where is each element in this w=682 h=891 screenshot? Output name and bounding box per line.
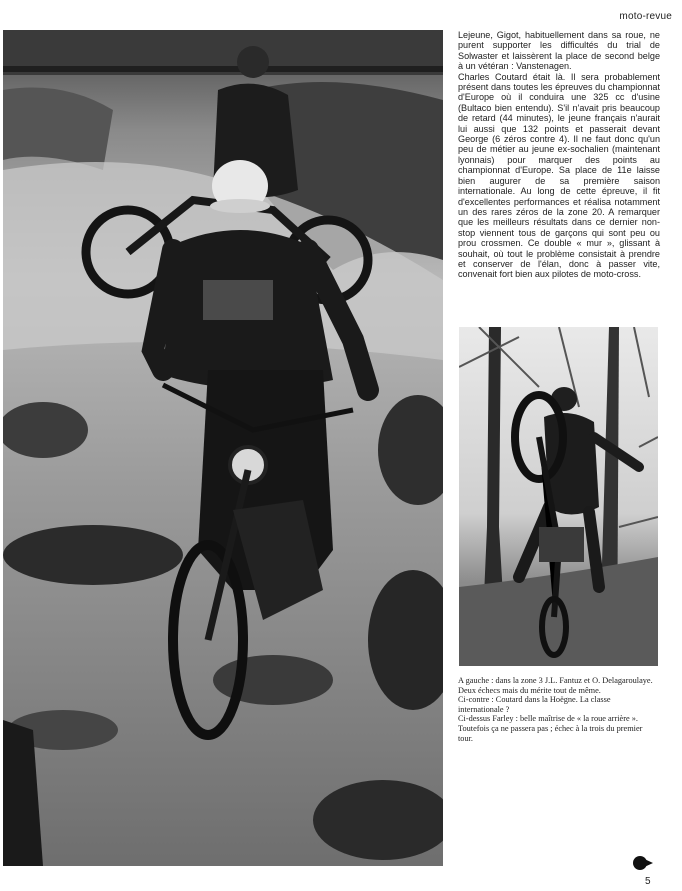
article-paragraph: Lejeune, Gigot, habituellement dans sa roue, ne purent supporter les difficultés du trial de Solwaster et laissèrent la place de second belge à un vétéran : Vanstenagen.	[458, 30, 660, 72]
caption-farley: Ci-dessus Farley : belle maîtrise de « la roue arrière ». Toutefois ça ne passera pas ; échec à la trois du premier tour.	[458, 714, 643, 743]
photo-rider-wheelie	[459, 327, 658, 666]
page-number: 5	[645, 876, 651, 887]
article-paragraph: Charles Coutard était là. Il sera probablement présent dans toutes les épreuves du championnat d'Europe où il conduira une 325 cc d'usine (Bultaco bien entendu). S'il n'avait pris beaucoup de retard (44 minutes), le jeune français n'aurait lui aussi que 132 points et passerait devant George (6 zéros contre 4). Il ne faut donc qu'un peu de métier au jeune ex-sochalien (maintenant lyonnais) pour marquer des points au championnat d'Europe. Sa place de 11e laisse bien augurer de sa première saison internationale. Au long de cette épreuve, il fit d'excellentes performances et réalisa notamment un des rares zéros de la zone 20. A remarquer que les meilleurs résultats dans ce dernier non-stop viennent tous de garçons qui sont peu ou prou crossmen. Ce double « mur », glissant à souhait, où tout le problème consistait à prendre et conserver de l'élan, donc à passer vite, convenait fort bien aux pilotes de moto-cross.	[458, 71, 660, 280]
article-body	[458, 30, 660, 280]
photo-captions	[458, 676, 658, 743]
arrow-right-icon	[633, 855, 655, 871]
caption-coutard: Ci-contre : Coutard dans la Hoëgne. La classe internationale ?	[458, 695, 611, 714]
section-header: moto-revue	[619, 11, 672, 22]
photo-trial-riders-stream	[3, 30, 443, 866]
caption-left-photo: A gauche : dans la zone 3 J.L. Fantuz et O. Delagaroulaye. Deux échecs mais du mérite tout de même.	[458, 676, 653, 695]
